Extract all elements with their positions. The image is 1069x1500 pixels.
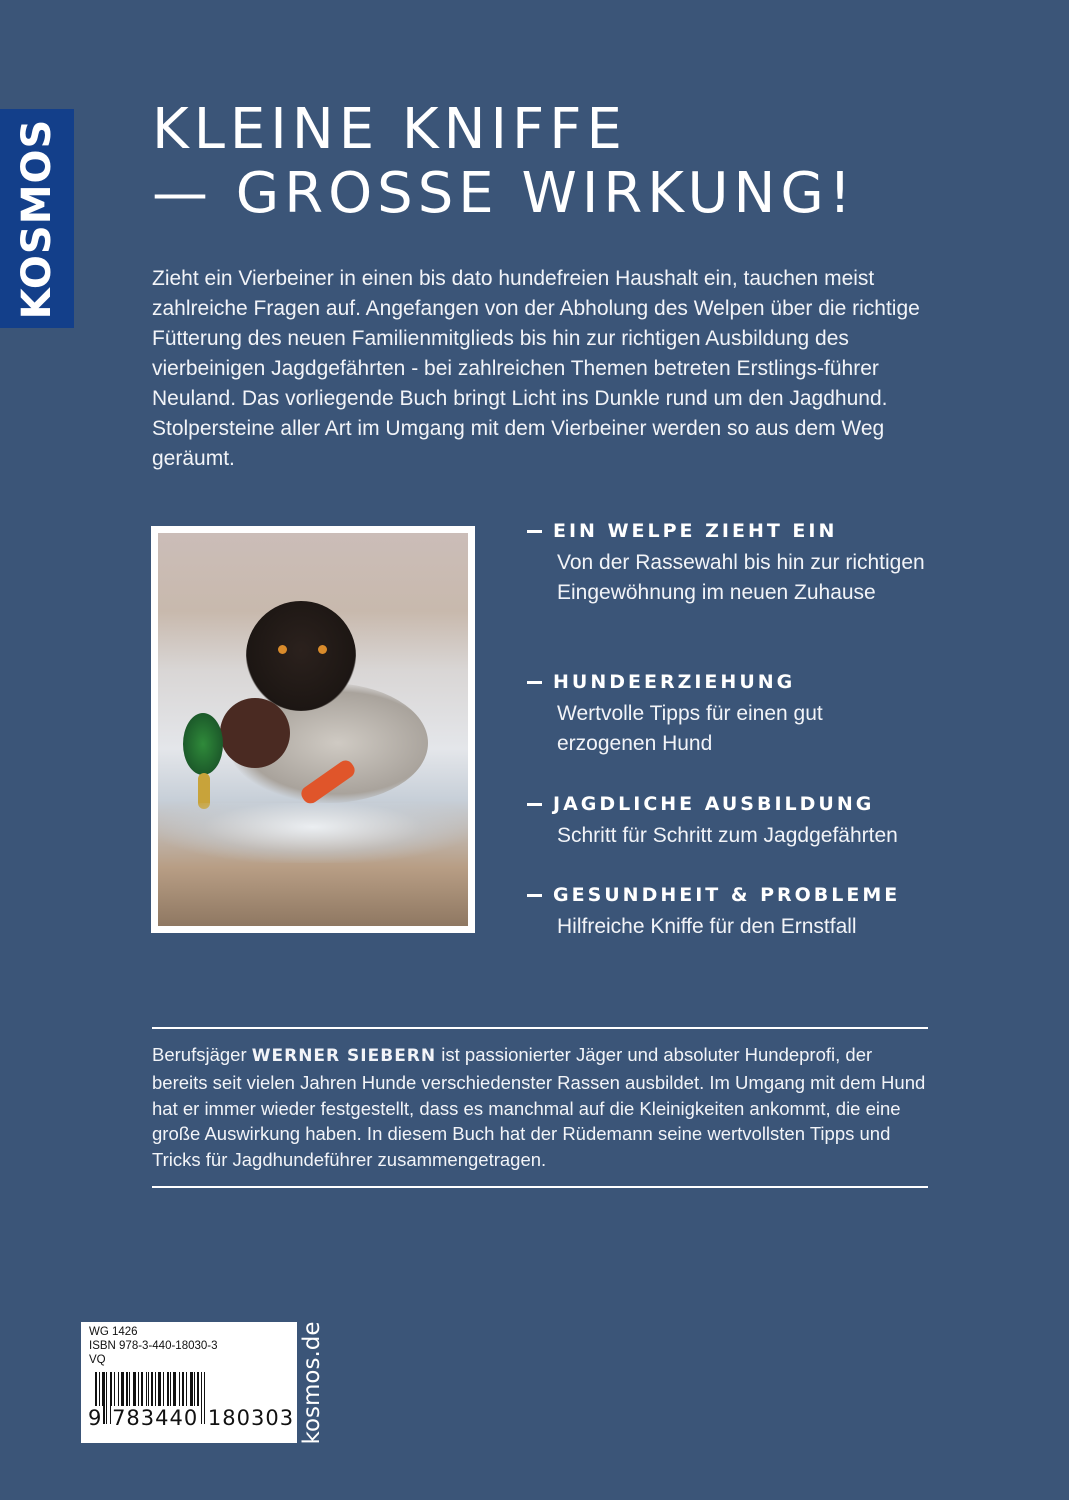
topic-item bbox=[527, 882, 947, 942]
barcode-label bbox=[81, 1322, 297, 1443]
barcode-digits: 9 783440 180303 bbox=[88, 1406, 295, 1430]
dash-icon bbox=[527, 803, 542, 806]
topic-title: JAGDLICHE AUSBILDUNG bbox=[553, 793, 875, 815]
dash-icon bbox=[527, 894, 542, 897]
dog-eye-right bbox=[318, 645, 327, 654]
price-code: VQ bbox=[89, 1354, 106, 1366]
warengruppe: WG 1426 bbox=[89, 1326, 138, 1338]
water-splash bbox=[158, 803, 468, 863]
intro-paragraph: Zieht ein Vierbeiner in einen bis dato hundefreien Haushalt ein, tauchen meist zahlreiche Fragen auf. Angefangen von der Abholung des Welpen über die richtige Fütterung des neuen Familienmitglieds bis hin zur richtigen Ausbildung des vierbeinigen Jagdgefährten - bei zahlreichen Themen betreten Erstlings-führer Neuland. Das vorliegende Buch bringt Licht ins Dunkle rund um den Jagdhund. Stolpersteine aller Art im Umgang mit dem Vierbeiner werden so aus dem Weg geräumt. bbox=[152, 267, 920, 470]
divider-top bbox=[152, 1027, 928, 1029]
topic-description: Von der Rassewahl bis hin zur richtigen Eingewöhnung im neuen Zuhause bbox=[557, 551, 925, 604]
duck-breast-shape bbox=[220, 698, 290, 768]
dog-with-duck-photo bbox=[158, 533, 468, 926]
topic-item bbox=[527, 518, 947, 608]
topic-title: EIN WELPE ZIEHT EIN bbox=[553, 520, 838, 542]
dash-icon bbox=[527, 530, 542, 533]
topic-title: HUNDEERZIEHUNG bbox=[553, 671, 796, 693]
publisher-website: kosmos.de bbox=[299, 1321, 325, 1445]
author-name: WERNER SIEBERN bbox=[251, 1046, 437, 1066]
headline bbox=[152, 98, 856, 226]
publisher-badge bbox=[0, 109, 74, 328]
dog-head-shape bbox=[246, 601, 356, 711]
author-bio: Berufsjäger WERNER SIEBERN ist passionierter Jäger und absoluter Hundeprofi, der bereits seit vielen Jahren Hunde verschiedenster Rassen ausbildet. Im Umgang mit dem Hund hat er immer wieder festgestellt, dass es manchmal auf die Kleinigkeiten ankommt, die eine große Auswirkung haben. In diesem Buch hat der Rüdemann seine wertvollsten Tipps und Tricks für Jagdhundeführer zusammengetragen. bbox=[152, 1044, 926, 1171]
duck-head-shape bbox=[183, 713, 223, 775]
topic-description: Schritt für Schritt zum Jagdgefährten bbox=[557, 824, 898, 847]
headline-line-2: — GROSSE WIRKUNG! bbox=[152, 161, 857, 226]
topic-item bbox=[527, 669, 947, 759]
cover-photo-frame bbox=[151, 526, 475, 933]
headline-line-1: KLEINE KNIFFE bbox=[152, 97, 627, 162]
topic-description: Wertvolle Tipps für einen gut erzogenen Hund bbox=[557, 702, 823, 755]
dash-icon bbox=[527, 681, 542, 684]
topic-title: GESUNDHEIT & PROBLEME bbox=[553, 884, 901, 906]
divider-bottom bbox=[152, 1186, 928, 1188]
dog-eye-left bbox=[278, 645, 287, 654]
isbn: ISBN 978-3-440-18030-3 bbox=[89, 1340, 218, 1352]
topic-item bbox=[527, 791, 947, 851]
publisher-logo: KOSMOS bbox=[14, 118, 60, 320]
topic-description: Hilfreiche Kniffe für den Ernstfall bbox=[557, 915, 857, 938]
